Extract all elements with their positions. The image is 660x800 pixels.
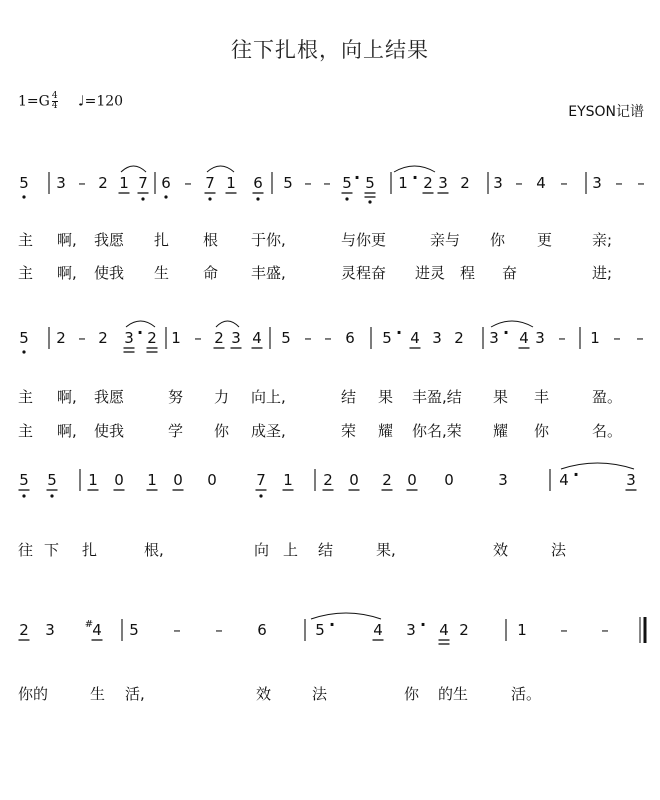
jianpu-note: 1 <box>119 174 129 192</box>
tie-slur <box>207 166 234 172</box>
jianpu-note: 2 <box>214 329 224 347</box>
jianpu-note: 5 <box>283 174 293 192</box>
lyric-word: 果 <box>493 388 509 406</box>
jianpu-note: 0 <box>349 471 359 489</box>
jianpu-note: 3 <box>56 174 66 192</box>
low-octave-dot <box>22 350 25 353</box>
lyric-word: 效 <box>493 541 509 559</box>
jianpu-note: 2 <box>323 471 333 489</box>
jianpu-note: 2 <box>147 329 157 347</box>
key-signature: 1=G <box>18 93 50 110</box>
sharp-sign: # <box>84 619 94 630</box>
lyric-word: 根 <box>203 231 219 249</box>
extension-dash: – <box>304 329 312 347</box>
lyric-word: 果 <box>378 388 394 406</box>
extension-dash: – <box>515 174 523 192</box>
jianpu-note: 3 <box>489 329 499 347</box>
jianpu-note: 3 <box>535 329 545 347</box>
time-signature: $\frac{4}{4}$ <box>51 91 58 111</box>
jianpu-note: 3 <box>498 471 508 489</box>
lyric-word: 亲与 <box>430 231 461 249</box>
lyric-word: 力 <box>214 388 230 406</box>
jianpu-note: 3 <box>124 329 134 347</box>
jianpu-note: 2 <box>382 471 392 489</box>
transcriber-credit: EYSON记谱 <box>568 104 644 120</box>
jianpu-note: 6 <box>253 174 263 192</box>
lyric-word: 啊, <box>57 264 77 282</box>
lyric-word: 效 <box>256 685 272 703</box>
lyric-word: 果, <box>376 541 396 559</box>
lyric-word: 活, <box>125 685 145 703</box>
lyric-word: 名。 <box>592 422 623 440</box>
low-octave-dot <box>208 197 211 200</box>
low-octave-dot <box>345 197 348 200</box>
lyric-word: 丰盈,结 <box>412 388 462 406</box>
low-octave-dot <box>22 494 25 497</box>
jianpu-note: 6 <box>345 329 355 347</box>
extension-dash: – <box>560 621 568 639</box>
augmentation-dot: · <box>419 615 427 634</box>
lyric-word: 我愿 <box>94 231 125 249</box>
lyric-word: 努 <box>168 388 184 406</box>
jianpu-note: 1 <box>171 329 181 347</box>
lyric-word: 荣 <box>341 422 357 440</box>
lyric-word: 学 <box>168 422 184 440</box>
extension-dash: – <box>184 174 192 192</box>
lyric-word: 的生 <box>438 685 469 703</box>
jianpu-note: 5 <box>129 621 139 639</box>
jianpu-note: 1 <box>88 471 98 489</box>
lyric-word: 主 <box>18 264 34 282</box>
extension-dash: – <box>636 329 644 347</box>
lyric-word: 根, <box>144 541 164 559</box>
lyric-word: 你名,荣 <box>412 422 462 440</box>
jianpu-note: 3 <box>626 471 636 489</box>
lyric-word: 盈。 <box>592 388 623 406</box>
song-title: 往下扎根，向上结果 <box>231 38 429 62</box>
lyric-word: 亲; <box>592 231 613 249</box>
lyric-word: 程 <box>460 264 476 282</box>
extension-dash: – <box>601 621 609 639</box>
extension-dash: – <box>78 329 86 347</box>
lyric-word: 灵程奋 <box>341 264 387 282</box>
lyric-word: 上 <box>283 541 299 559</box>
jianpu-note: 3 <box>432 329 442 347</box>
jianpu-note: 5 <box>382 329 392 347</box>
jianpu-note: 2 <box>460 174 470 192</box>
lyric-word: 啊, <box>57 388 77 406</box>
lyric-word: 往 <box>18 541 34 559</box>
jianpu-note: 0 <box>207 471 217 489</box>
jianpu-note: 1 <box>226 174 236 192</box>
jianpu-note: 2 <box>56 329 66 347</box>
lyric-word: 我愿 <box>94 388 125 406</box>
lyric-word: 向上, <box>251 388 286 406</box>
jianpu-note: 2 <box>98 174 108 192</box>
lyric-word: 下 <box>44 541 60 559</box>
lyric-word: 丰 <box>534 388 550 406</box>
jianpu-note: 7 <box>256 471 266 489</box>
lyric-word: 啊, <box>57 231 77 249</box>
jianpu-note: 5 <box>365 174 375 192</box>
jianpu-note: 4 <box>410 329 420 347</box>
jianpu-note: 1 <box>517 621 527 639</box>
lyric-word: 你 <box>490 231 506 249</box>
jianpu-note: 6 <box>257 621 267 639</box>
low-octave-dot <box>141 197 144 200</box>
lyric-word: 你 <box>534 422 550 440</box>
lyric-word: 你 <box>214 422 230 440</box>
jianpu-note: 1 <box>590 329 600 347</box>
lyric-word: 使我 <box>94 422 125 440</box>
low-octave-dot <box>259 494 262 497</box>
lyric-word: 啊, <box>57 422 77 440</box>
extension-dash: – <box>323 174 331 192</box>
jianpu-note: 2 <box>454 329 464 347</box>
lyric-word: 耀 <box>493 422 509 440</box>
extension-dash: – <box>215 621 223 639</box>
jianpu-note: 6 <box>161 174 171 192</box>
lyric-word: 丰盛, <box>251 264 286 282</box>
augmentation-dot: · <box>328 615 336 634</box>
low-octave-dot <box>164 195 167 198</box>
jianpu-note: 5 <box>315 621 325 639</box>
augmentation-dot: · <box>353 168 361 187</box>
jianpu-note: 5 <box>19 174 29 192</box>
extension-dash: – <box>613 329 621 347</box>
low-octave-dot <box>22 195 25 198</box>
tie-slur <box>561 463 634 469</box>
augmentation-dot: · <box>395 323 403 342</box>
extension-dash: – <box>558 329 566 347</box>
extension-dash: – <box>324 329 332 347</box>
jianpu-note: 4 <box>439 621 449 639</box>
jianpu-note: 5 <box>281 329 291 347</box>
augmentation-dot: · <box>572 465 580 484</box>
extension-dash: – <box>560 174 568 192</box>
jianpu-note: 2 <box>423 174 433 192</box>
lyric-word: 结 <box>341 388 357 406</box>
jianpu-note: 0 <box>114 471 124 489</box>
jianpu-note: 3 <box>406 621 416 639</box>
quarter-note-icon: ♩ <box>78 93 85 110</box>
jianpu-note: 3 <box>592 174 602 192</box>
jianpu-note: 5 <box>19 471 29 489</box>
lyric-word: 耀 <box>378 422 394 440</box>
lyric-word: 与你更 <box>341 231 387 249</box>
lyric-word: 生 <box>90 685 106 703</box>
lyric-word: 向 <box>254 541 270 559</box>
lyric-word: 主 <box>18 231 34 249</box>
lyric-word: 活。 <box>511 685 542 703</box>
jianpu-note: 1 <box>398 174 408 192</box>
jianpu-note: 0 <box>407 471 417 489</box>
lyric-word: 你的 <box>18 685 49 703</box>
jianpu-note: 4 <box>536 174 546 192</box>
jianpu-note: 3 <box>231 329 241 347</box>
augmentation-dot: · <box>136 323 144 342</box>
lyric-word: 使我 <box>94 264 125 282</box>
lyric-word: 奋 <box>502 264 518 282</box>
extension-dash: – <box>637 174 645 192</box>
jianpu-note: 2 <box>459 621 469 639</box>
tie-slur <box>121 166 146 172</box>
jianpu-note: 5 <box>47 471 57 489</box>
lyric-word: 法 <box>551 541 567 559</box>
tie-slur <box>491 321 533 327</box>
jianpu-note: 4 <box>252 329 262 347</box>
jianpu-note: 4 <box>92 621 102 639</box>
extension-dash: – <box>304 174 312 192</box>
low-octave-dot <box>368 200 371 203</box>
jianpu-note: 1 <box>147 471 157 489</box>
jianpu-note: 5 <box>19 329 29 347</box>
lyric-word: 你 <box>404 685 420 703</box>
jianpu-note: 2 <box>19 621 29 639</box>
lyric-word: 扎 <box>82 541 98 559</box>
jianpu-note: 4 <box>519 329 529 347</box>
lyric-word: 进灵 <box>415 264 446 282</box>
lyric-word: 扎 <box>154 231 170 249</box>
jianpu-note: 7 <box>205 174 215 192</box>
lyric-word: 命 <box>203 264 219 282</box>
extension-dash: – <box>78 174 86 192</box>
augmentation-dot: · <box>502 323 510 342</box>
lyric-word: 主 <box>18 422 34 440</box>
jianpu-note: 3 <box>45 621 55 639</box>
lyric-word: 进; <box>592 264 613 282</box>
jianpu-note: 0 <box>173 471 183 489</box>
extension-dash: – <box>173 621 181 639</box>
jianpu-note: 4 <box>559 471 569 489</box>
lyric-word: 法 <box>312 685 328 703</box>
lyric-word: 于你, <box>251 231 286 249</box>
lyric-word: 生 <box>154 264 170 282</box>
lyric-word: 主 <box>18 388 34 406</box>
extension-dash: – <box>615 174 623 192</box>
jianpu-note: 0 <box>444 471 454 489</box>
jianpu-note: 2 <box>98 329 108 347</box>
jianpu-note: 5 <box>342 174 352 192</box>
lyric-word: 结 <box>318 541 334 559</box>
lyric-word: 更 <box>537 231 553 249</box>
lyric-word: 成圣, <box>251 422 286 440</box>
low-octave-dot <box>50 494 53 497</box>
jianpu-note: 3 <box>493 174 503 192</box>
jianpu-note: 1 <box>283 471 293 489</box>
jianpu-note: 3 <box>438 174 448 192</box>
tempo-value: =120 <box>84 93 124 110</box>
jianpu-note: 7 <box>138 174 148 192</box>
tie-slur <box>216 321 239 327</box>
jianpu-note: 4 <box>373 621 383 639</box>
tie-slur <box>311 613 381 619</box>
augmentation-dot: · <box>411 168 419 187</box>
low-octave-dot <box>256 197 259 200</box>
extension-dash: – <box>194 329 202 347</box>
